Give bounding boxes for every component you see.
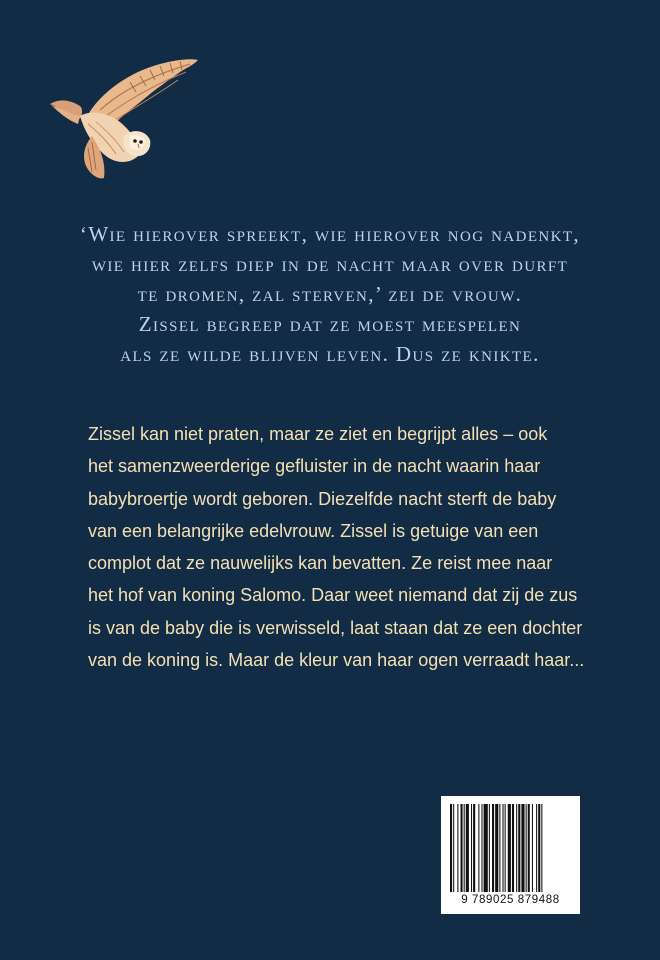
- blurb-line: babybroertje wordt geboren. Diezelfde nacht sterft de baby: [88, 488, 557, 509]
- barcode-bar: [471, 804, 472, 892]
- barcode-bar: [532, 804, 533, 892]
- blurb-text: [88, 418, 648, 676]
- barcode: [441, 796, 580, 914]
- barcode-bar: [505, 804, 506, 892]
- quote-line: wie hier zelfs diep in de nacht maar over durft: [91, 252, 569, 276]
- barcode-bar: [521, 804, 524, 892]
- barcode-bar: [503, 804, 504, 892]
- quote-line: te dromen, zal sterven,’ zei de vrouw.: [137, 282, 523, 306]
- barcode-bar: [526, 804, 527, 892]
- barcode-bar: [512, 804, 514, 892]
- barcode-bars: [450, 804, 571, 892]
- barcode-bar: [473, 804, 475, 892]
- barcode-bar: [528, 804, 530, 892]
- barcode-bar: [492, 804, 494, 892]
- blurb-line: van de koning is. Maar de kleur van haar ogen verraadt haar...: [88, 650, 585, 671]
- barcode-bar: [457, 804, 458, 892]
- barcode-bar: [478, 804, 479, 892]
- quote-line: als ze wilde blijven leven. Dus ze knikte.: [120, 342, 540, 366]
- barcode-bar: [518, 804, 520, 892]
- blurb-line: het samenzweerderige gefluister in de nacht waarin haar: [88, 456, 541, 477]
- blurb-line: het hof van koning Salomo. Daar weet niemand dat zij de zus: [88, 585, 578, 606]
- barcode-bar: [499, 804, 500, 892]
- barcode-bar: [508, 804, 511, 892]
- barcode-bar: [536, 804, 537, 892]
- quote-line: ‘Wie hierover spreekt, wie hierover nog nadenkt,: [79, 222, 581, 246]
- barcode-bar: [484, 804, 488, 892]
- quote-line: Zissel begreep dat ze moest meespelen: [138, 312, 522, 336]
- barcode-bar: [495, 804, 498, 892]
- barcode-bar: [461, 804, 463, 892]
- barcode-bar: [538, 804, 540, 892]
- barcode-bar: [453, 804, 454, 892]
- barcode-bar: [450, 804, 452, 892]
- barcode-bar: [541, 804, 542, 892]
- blurb-line: complot dat ze nauwelijks kan bevatten. Ze reist mee naar: [88, 553, 553, 574]
- blurb-line: van een belangrijke edelvrouw. Zissel is getuige van een: [88, 520, 539, 541]
- isbn-number: 9 789025 879488: [461, 894, 560, 906]
- barcode-bar: [466, 804, 469, 892]
- owl-illustration: [40, 52, 210, 187]
- barcode-bar: [489, 804, 490, 892]
- barcode-bar: [482, 804, 483, 892]
- quote-paragraph-2: [60, 309, 600, 369]
- blurb-line: Zissel kan niet praten, maar ze ziet en begrijpt alles – ook: [88, 424, 548, 444]
- owl-icon: [40, 52, 210, 187]
- barcode-bar: [464, 804, 465, 892]
- barcode-bar: [516, 804, 517, 892]
- quote-paragraph-1: [60, 219, 600, 309]
- blurb-line: is van de baby die is verwisseld, laat staan dat ze een dochter: [88, 617, 583, 638]
